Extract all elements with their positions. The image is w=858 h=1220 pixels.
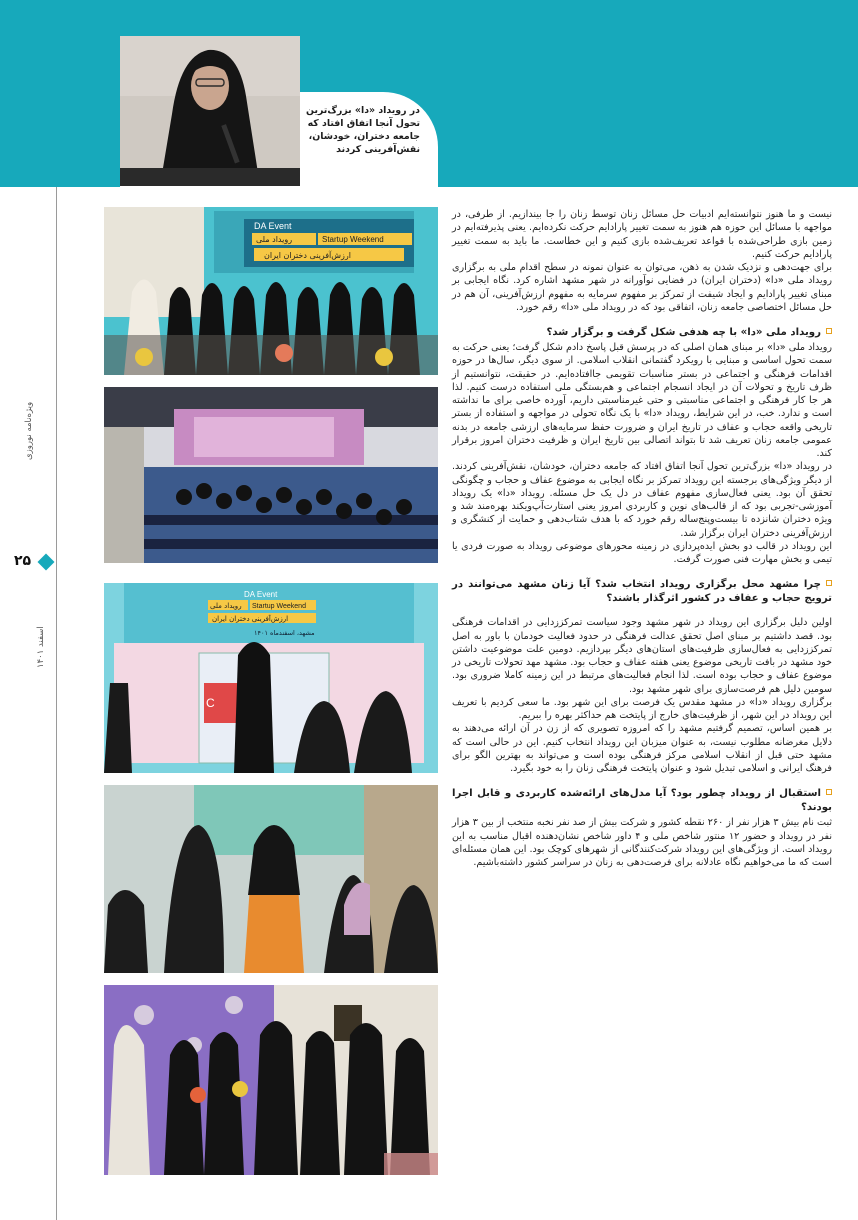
paragraph-7: برگزاری رویداد «دا» در مشهد مقدس یک فرصت برای این شهر بود. ما سعی کردیم با تعریف این رویداد در این شهر، از ظرفیت‌های خارج از پایتخت هم حداکثر بهره را ببریم.	[452, 696, 832, 721]
pull-quote: در رویداد «دا» بزرگ‌ترین تحول آنجا اتفاق افتاد که جامعه دختران، خودشان، نقش‌آفرینی کردند	[306, 105, 420, 155]
page-diamond-icon	[38, 554, 55, 571]
banner-event-text: DA Event	[254, 221, 292, 231]
banner3-sw-text: Startup Weekend	[252, 603, 306, 610]
svg-text:C: C	[206, 696, 215, 710]
paragraph-4: در رویداد «دا» بزرگ‌ترین تحول آنجا اتفاق افتاد که جامعه دختران، خودشان، نقش‌آفرینی کردند. از دیگر ویژگی‌های برجسته این رویداد تمرکز بر نگاه ایجابی به موضوع عفاف و حجاب و چگونگی تحقق آن بود. یعنی فعال‌سازی مفهوم عفاف در دل یک حل مسئله. رویداد «دا» یک رویداد آموزشی-تجربی بود که از قالب‌های نوین و کاربردی امروز یعنی استارت‌آپ‌ویکند بهره‌مند شد و ویژه دختران شانزده تا بیست‌وپنج‌ساله رقم خورد که با هدف شتاب‌دهی و حمایت از کنشگری و ارزش‌آفرینی دختران ایران برگزار شد.	[452, 461, 832, 539]
question-3: استقبال از رویداد چطور بود؟ آیا مدل‌های ارائه‌شده کاربردی و قابل اجرا بودند؟	[452, 788, 832, 814]
square-bullet-icon	[826, 580, 832, 586]
photo-hall-audience	[104, 387, 438, 563]
square-bullet-icon	[826, 328, 832, 334]
banner3-arzesh-text: ارزش‌آفرینی دختران ایران	[212, 615, 289, 623]
question-2: چرا مشهد محل برگزاری رویداد انتخاب شد؟ آیا زنان مشهد می‌توانند در ترویج حجاب و عفاف در کشور اثرگذار باشند؟	[452, 579, 832, 605]
magazine-title: ویژه‌نامه نوروزی	[24, 401, 34, 460]
banner3-date-text: مشهد، اسفندماه ۱۴۰۱	[254, 629, 315, 637]
paragraph-2: برای جهت‌دهی و نزدیک شدن به ذهن، می‌توان به عنوان نمونه در سطح اقدام ملی به برگزاری رویداد ملی «دا» (دختران ایران) در فضایی نوآورانه در شهر مشهد اشاره کرد. نگاه ایجابی بر مبنای تغییر پارادایم و ایجاد شیفت از تمرکز بر مفهوم سرمایه به مفهوم ارزش‌آفرینی، آن هم در حل مسائل اختصاصی جامعه زنان، اتفاقی بود که در رویداد ملی «دا» رقم خورد.	[452, 262, 832, 313]
photo-presenter-orange	[104, 785, 438, 973]
paragraph-8: بر همین اساس، تصمیم گرفتیم مشهد را که امروزه تصویری که از زن در آن ارائه می‌دهند به دلایل مغرضانه مطلوب نیست، به عنوان میزبان این رویداد انتخاب کنیم. این در حالی است که مشهد حتی قبل از انقلاب اسلامی مرکز فرهنگی بوده است و می‌تواند به بهترین الگو برای فرهنگ ایرانی و اسلامی تبدیل شود و عنوان پایتخت فرهنگی زنان را به خود بگیرد.	[452, 723, 832, 774]
photo-women-standing	[104, 985, 438, 1175]
page-number: ۲۵	[14, 553, 32, 569]
banner-arzesh-text: ارزش‌آفرینی دختران ایران	[264, 251, 351, 260]
square-bullet-icon	[826, 789, 832, 795]
article-column	[452, 208, 832, 869]
paragraph-3: رویداد ملی «دا» بر مبنای همان اصلی که در پرسش قبل پاسخ دادم شکل گرفت؛ یعنی حرکت به سمت تحول اساسی و مبنایی با رویکرد گفتمانی انقلاب اسلامی. از سوی دیگر، سال‌ها در حوزه اقدامات فرهنگی و اجتماعی در بستر مناسبات تقویمی جاافتاده‌ایم. در حقیقت، نتوانستیم از ظرف تاریخ و تحولات آن در ایجاد انسجام اجتماعی و هم‌بستگی ملی استفاده درست کنیم. لذا هر جا کار فرهنگی و اجتماعی مناسبتی و حتی غیرمناسبتی داریم، آورده خاصی برای ما نداشته است و ندارد. خب، در این شرایط، رویداد «دا» با یک نگاه تحولی در مواجهه و استفاده از بستر تاریخی واقعه حجاب و عفاف در تاریخ ایران و ضرورت حفظ سرمایه‌های ارزشی جامعه در بدنه عمومی جامعه زنان تعریف شد تا بتواند اتصالی بین تاریخ ایران و ظرفیت دختران امروز برقرار کند.	[452, 342, 832, 459]
banner3-event-text: DA Event	[244, 590, 278, 599]
interviewee-portrait	[120, 36, 300, 186]
paragraph-6: اولین دلیل برگزاری این رویداد در شهر مشهد وجود سیاست تمرکززدایی در اقدامات فرهنگی بود. قصد داشتیم بر مبنای اصل تحقق عدالت فرهنگی در حدود فعالیت خودمان با باور به اصل تمرکززدایی به فعال‌سازی ظرفیت‌های استان‌های دیگر بپردازیم. دومین علت موضوعیت داشتن خود مشهد در بافت تاریخی موضوع یعنی هفته عفاف و حجاب بود. مشهد مهد تحولات تاریخی در موضوع عفاف و حجاب بوده است. لذا انجام فعالیت‌های مرتبط در این زمینه کاملا ضروری بود. سومین دلیل هم فرصت‌سازی برای شهر مشهد بود.	[452, 617, 832, 695]
paragraph-1: نیست و ما هنوز نتوانسته‌ایم ادبیات حل مسائل زنان توسط زنان را جا بیندازیم. از طرفی، در مواجهه با مسائل این حوزه هم هنوز به سمت تغییر پارادایم حرکت نکرده‌ایم. یعنی پذیرفته‌ایم در زمین بازی طراحی‌شده با قواعد تعریف‌شده بازی کنیم و این خطاست. ما باید به سمت تغییر پارادایم حرکت کنیم.	[452, 209, 832, 260]
question-1: رویداد ملی «دا» با چه هدفی شکل گرفت و برگزار شد؟	[452, 326, 832, 340]
photo-speaker-banner	[104, 583, 438, 773]
banner-ruydad-text: رویداد ملی	[256, 235, 293, 244]
margin-rule	[56, 187, 57, 1220]
banner3-ruydad-text: رویداد ملی	[210, 602, 242, 610]
issue-date: اسفند ۱۴۰۱	[36, 626, 46, 668]
paragraph-5: این رویداد در قالب دو بخش ایده‌پردازی در زمینه محورهای موضوعی رویداد به صورت فردی یا تیمی و بخش مهارت فنی صورت گرفت.	[452, 540, 832, 565]
photo-group-stage	[104, 207, 438, 375]
paragraph-9: ثبت نام بیش ۳ هزار نفر از ۲۶۰ نقطه کشور و شرکت بیش از صد نفر نخبه منتخب از بین ۳ هزار نفر در رویداد و حضور ۱۲ منتور شاخص ملی و ۴ داور شاخص نشان‌دهنده اقبال مناسب به این رویداد است. از ویژگی‌های این رویداد شرکت‌کنندگانی از شهرهای کوچک بود. این همان مسئله‌ای است که ما می‌خواهیم نگاه عادلانه برای فرصت‌دهی به زنان در سراسر کشور داشته‌باشیم.	[452, 817, 833, 868]
banner-sw-text: Startup Weekend	[322, 235, 384, 244]
